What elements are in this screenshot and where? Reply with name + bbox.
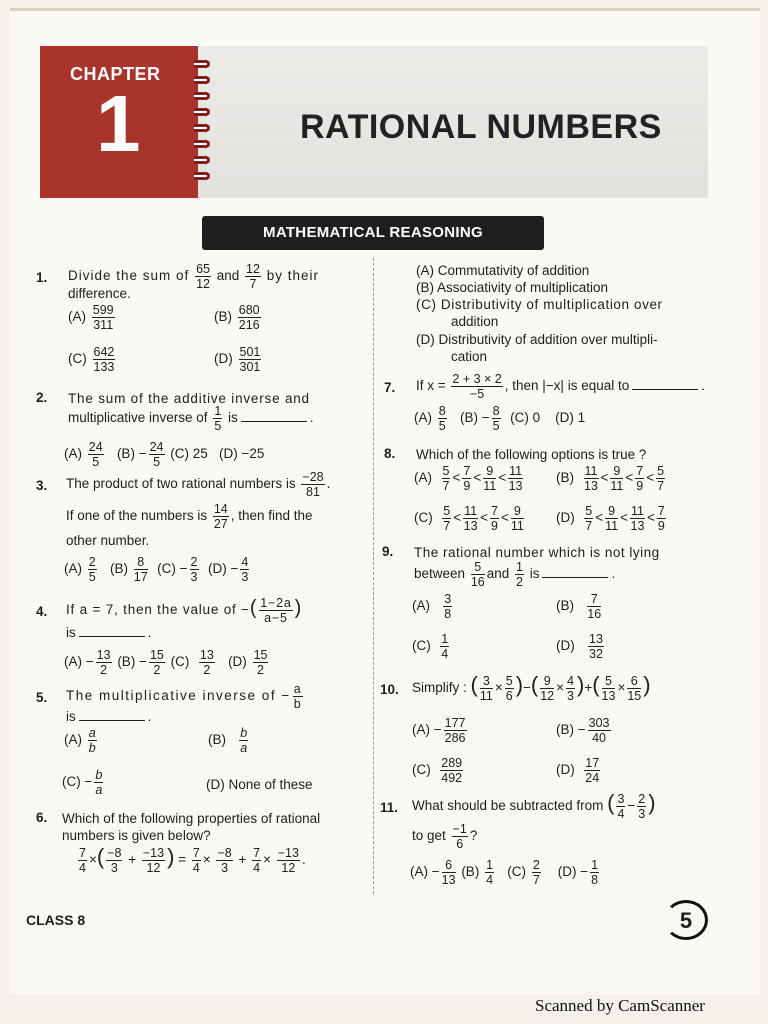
question-number: 5. [36, 690, 48, 705]
question-11-text: What should be subtracted from ( $\frac{3}{4}$ − $\frac{2}{3}$ ) [412, 790, 656, 821]
question-4-options: (A) − $\frac{13}{2}$ (B) − $\frac{15}{2}$ (C) $\frac{13}{2}$ (D) $\frac{15}{2}$ [64, 648, 268, 677]
question-number: 6. [36, 810, 48, 825]
question-5-text: The multiplicative inverse of − $\frac{a}{b}$ [66, 682, 303, 711]
option-a: (A) $\frac{a}{b}$ [64, 726, 96, 755]
page-number: 5 [664, 900, 708, 940]
question-11-text-cont: to get $\frac{-1}{6}$ ? [412, 822, 478, 851]
option-d: (D) $\frac{13}{32}$ [556, 632, 603, 661]
question-number: 2. [36, 390, 48, 405]
option-b: (B) − $\frac{303}{40}$ [556, 716, 610, 745]
option-c: (C) $\frac{289}{492}$ [412, 756, 463, 785]
class-label: CLASS 8 [26, 912, 86, 928]
option-d: (D) $\frac{501}{301}$ [214, 345, 261, 374]
question-6-text-cont: numbers is given below? [62, 828, 211, 843]
question-4-text-cont: is . [66, 625, 152, 640]
question-9-text: The rational number which is not lying [414, 545, 660, 560]
question-number: 3. [36, 478, 48, 493]
question-2-text: The sum of the additive inverse and [68, 391, 310, 406]
question-2-options: (A) $\frac{24}{5}$ (B) − $\frac{24}{5}$ (C) 25 (D) −25 [64, 440, 265, 469]
question-number: 7. [384, 380, 396, 395]
question-5-text-cont: is . [66, 709, 152, 724]
section-heading: MATHEMATICAL REASONING [202, 216, 544, 250]
question-3-text-cont: If one of the numbers is $\frac{14}{27}$ , then find the [66, 502, 313, 531]
spiral-decoration [194, 124, 210, 132]
spiral-decoration [194, 60, 210, 68]
question-3-options: (A) $\frac{2}{5}$ (B) $\frac{8}{17}$ (C) − $\frac{2}{3}$ (D) − $\frac{4}{3}$ [64, 555, 249, 584]
option-c: (C) $\frac{5}{7}$ < $\frac{11}{13}$ < $\frac{7}{9}$ < $\frac{9}{11}$ [414, 504, 524, 533]
question-number: 10. [380, 682, 399, 697]
question-3-text: The product of two rational numbers is $\frac{-28}{81}$ . [66, 470, 331, 499]
question-1-text: Divide the sum of $\frac{65}{12}$ and $\frac{12}{7}$ by their [68, 262, 319, 291]
question-7-text: If x = $\frac{2 + 3 \times 2}{-5}$ , then |−x| is equal to . [416, 372, 705, 401]
spiral-decoration [194, 108, 210, 116]
question-3-text-cont2: other number. [66, 533, 150, 548]
question-number: 4. [36, 604, 48, 619]
question-number: 8. [384, 446, 396, 461]
option-b: (B) Associativity of multiplication [416, 280, 609, 295]
option-b: (B) $\frac{680}{216}$ [214, 303, 260, 332]
option-c: (C) $\frac{1}{4}$ [412, 632, 449, 661]
option-b: (B) $\frac{7}{16}$ [556, 592, 602, 621]
option-b: (B) $\frac{b}{a}$ [208, 726, 248, 755]
scanner-watermark: Scanned by CamScanner [535, 996, 705, 1015]
question-7-options: (A) $\frac{8}{5}$ (B) − $\frac{8}{5}$ (C) 0 (D) 1 [414, 404, 586, 433]
option-d: (D) Distributivity of addition over multipli- [416, 332, 658, 347]
option-d: (D) $\frac{5}{7}$ < $\frac{9}{11}$ < $\frac{11}{13}$ < $\frac{7}{9}$ [556, 504, 665, 533]
spiral-decoration [194, 76, 210, 84]
chapter-label: CHAPTER [70, 64, 161, 84]
spiral-decoration [194, 156, 210, 164]
question-1-text-cont: difference. [68, 286, 131, 301]
spiral-decoration [194, 140, 210, 148]
option-b: (B) $\frac{11}{13}$ < $\frac{9}{11}$ < $\frac{7}{9}$ < $\frac{5}{7}$ [556, 464, 665, 493]
question-number: 11. [380, 800, 399, 815]
option-d: (D) None of these [206, 777, 313, 792]
option-a: (A) Commutativity of addition [416, 263, 590, 278]
question-6-expression: $\frac{7}{4}$ ×( $\frac{-8}{3}$ + $\frac{-13}{12}$ ) = $\frac{7}{4}$ × $\frac{-8}{3}$ + $\frac{7}{4}$ × $\frac{-13}{12}$ . [79, 844, 306, 875]
question-8-text: Which of the following options is true ? [416, 447, 647, 462]
chapter-title: RATIONAL NUMBERS [300, 108, 662, 146]
question-number: 9. [382, 544, 394, 559]
option-c: (C) Distributivity of multiplication over [416, 297, 663, 312]
spiral-decoration [194, 92, 210, 100]
option-d: (D) $\frac{17}{24}$ [556, 756, 600, 785]
option-a: (A) − $\frac{177}{286}$ [412, 716, 466, 745]
spiral-decoration [194, 172, 210, 180]
option-a: (A) $\frac{599}{311}$ [68, 303, 114, 332]
question-10-text: Simplify : ( $\frac{3}{11}$ × $\frac{5}{6}$ )−( $\frac{9}{12}$ × $\frac{4}{3}$ )+( $\frac{5}{13}$ × $\frac{6}{15}$ ) [412, 672, 651, 703]
option-c: (C) − $\frac{b}{a}$ [62, 768, 103, 797]
question-2-text-cont: multiplicative inverse of $\frac{1}{5}$ is . [68, 404, 314, 433]
column-divider [373, 258, 374, 894]
question-6-text: Which of the following properties of rational [62, 811, 321, 826]
option-c: (C) $\frac{642}{133}$ [68, 345, 115, 374]
option-a: (A) $\frac{5}{7}$ < $\frac{7}{9}$ < $\frac{9}{11}$ < $\frac{11}{13}$ [414, 464, 523, 493]
option-d-cont: cation [451, 349, 488, 364]
option-a: (A) $\frac{3}{8}$ [412, 592, 452, 621]
question-4-text: If a = 7, then the value of −( $\frac{1-2a}{a-5}$ ) [66, 596, 303, 625]
chapter-number: 1 [96, 79, 141, 168]
question-number: 1. [36, 270, 48, 285]
question-9-text-cont: between $\frac{5}{16}$ and $\frac{1}{2}$ is . [414, 560, 616, 589]
option-c-cont: addition [451, 314, 499, 329]
question-11-options: (A) − $\frac{6}{13}$ (B) $\frac{1}{4}$ (C) $\frac{2}{7}$ (D) − $\frac{1}{8}$ [410, 858, 599, 887]
